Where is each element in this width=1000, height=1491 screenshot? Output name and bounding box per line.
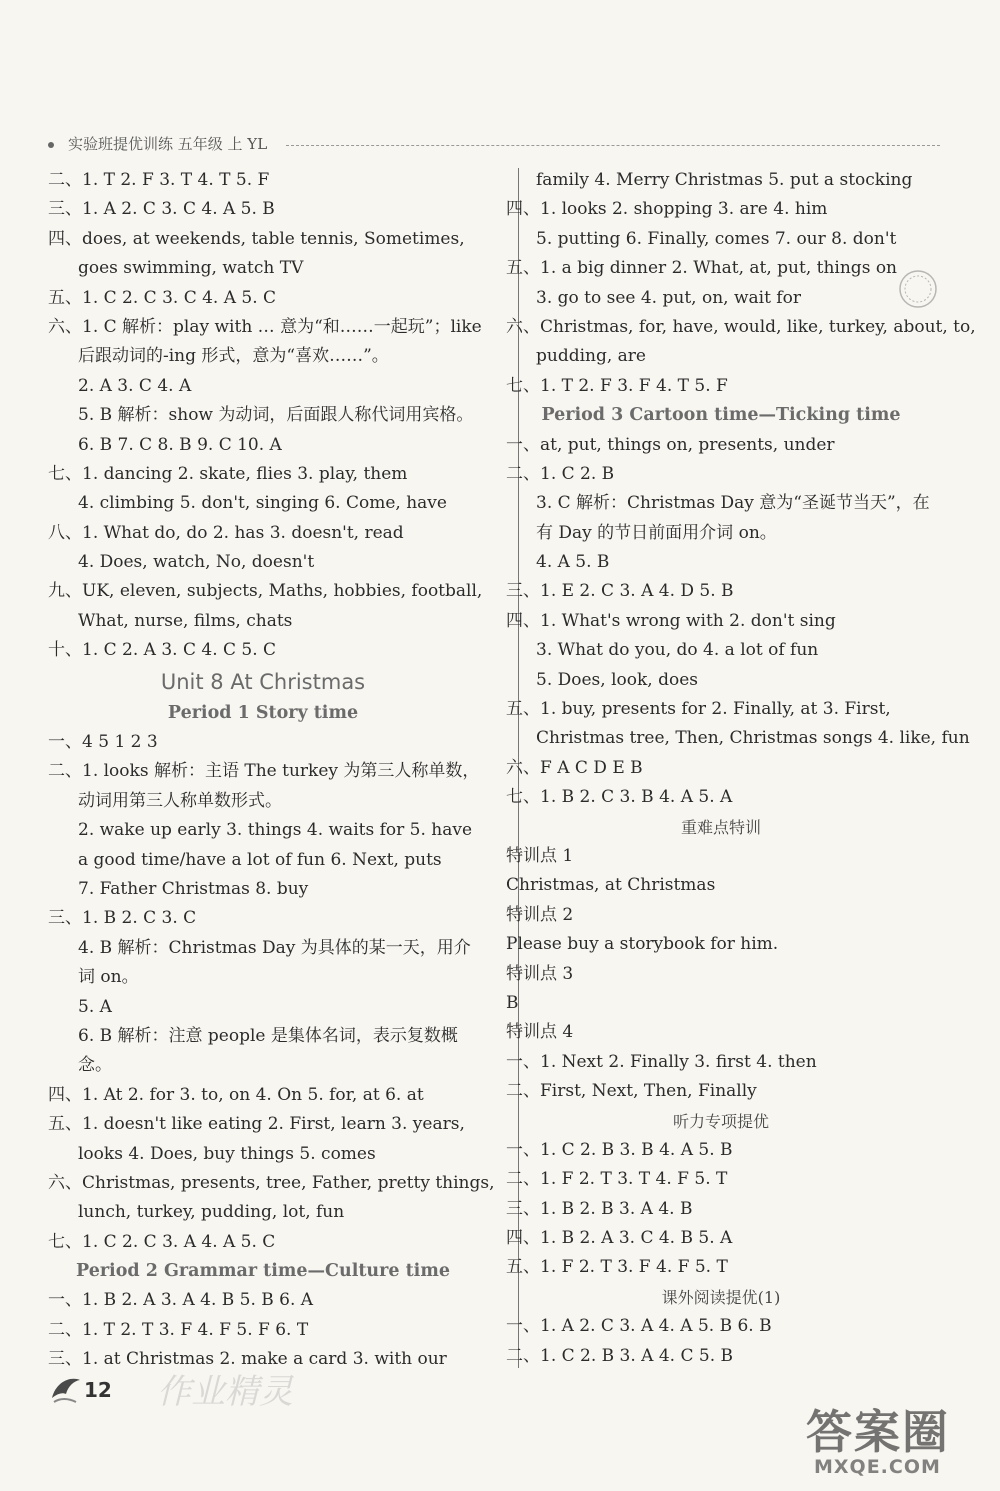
answer-line: 五、1. buy, presents for 2. Finally, at 3. First, — [506, 699, 891, 720]
topic-heading: 重难点特训 — [680, 817, 761, 837]
answer-line: looks 4. Does, buy things 5. comes — [78, 1143, 376, 1164]
answer-line: 6. B 7. C 8. B 9. C 10. A — [78, 434, 282, 455]
answer-line: 3. What do you, do 4. a lot of fun — [536, 640, 819, 661]
answer-line: 二、1. T 2. F 3. T 4. T 5. F — [48, 170, 270, 190]
answer-line: 十、1. C 2. A 3. C 4. C 5. C — [48, 640, 277, 661]
watermark-logo: 答案圈 — [806, 1405, 950, 1459]
answer-line: 七、1. T 2. F 3. F 4. T 5. F — [506, 375, 728, 396]
answer-line: 动词用第三人称单数形式。 — [78, 790, 282, 811]
answer-line: 一、at, put, things on, presents, under — [506, 434, 835, 455]
answer-line: 5. B 解析：show 为动词，后面跟人称代词用宾格。 — [78, 405, 474, 426]
header-rule — [286, 145, 940, 146]
answer-line: Please buy a storybook for him. — [506, 934, 779, 955]
answer-line: 3. C 解析：Christmas Day 意为“圣诞节当天”，在 — [536, 493, 930, 514]
answer-line: 二、1. F 2. T 3. T 4. F 5. T — [506, 1169, 728, 1190]
answer-line: 5. Does, look, does — [536, 669, 698, 690]
answer-line: 二、1. C 2. B — [506, 463, 615, 484]
answer-line: 特训点 2 — [506, 904, 574, 925]
answer-line: 一、4 5 1 2 3 — [48, 732, 158, 753]
answer-line: 六、Christmas, for, have, would, like, turkey, about, to, — [506, 316, 976, 337]
topic-heading: 课外阅读提优(1) — [661, 1287, 781, 1307]
answer-line: goes swimming, watch TV — [78, 258, 304, 279]
running-header — [48, 133, 940, 157]
answer-line: family 4. Merry Christmas 5. put a stocking — [536, 170, 913, 190]
answer-line: 3. go to see 4. put, on, wait for — [536, 287, 801, 308]
answer-line: 七、1. dancing 2. skate, flies 3. play, them — [48, 463, 408, 484]
topic-heading: 听力专项提优 — [672, 1111, 769, 1131]
answer-line: 五、1. C 2. C 3. C 4. A 5. C — [48, 287, 277, 308]
answer-line: 六、1. C 解析：play with … 意为“和……一起玩”；like — [48, 316, 482, 337]
answer-line: 2. A 3. C 4. A — [78, 375, 192, 396]
answer-line: 4. Does, watch, No, doesn't — [78, 552, 315, 573]
left-column — [48, 166, 495, 1375]
section-heading: Period 2 Grammar time—Culture time — [76, 1261, 450, 1282]
answer-line: 念。 — [78, 1055, 112, 1076]
answer-line: 一、1. C 2. B 3. B 4. A 5. B — [506, 1139, 733, 1160]
answer-line: 六、F A C D E B — [506, 757, 643, 778]
answer-line: Christmas, at Christmas — [506, 875, 716, 896]
answer-line: 有 Day 的节日前面用介词 on。 — [536, 522, 777, 543]
answer-line: 二、1. C 2. B 3. A 4. C 5. B — [506, 1345, 734, 1366]
answer-line: pudding, are — [536, 346, 646, 367]
answer-line: 四、1. At 2. for 3. to, on 4. On 5. for, at 6. at — [48, 1084, 424, 1105]
bullet-icon — [48, 142, 54, 148]
answer-line: 三、1. A 2. C 3. C 4. A 5. B — [48, 199, 275, 220]
answer-line: 后跟动词的-ing 形式，意为“喜欢……”。 — [78, 346, 389, 367]
answer-line: 四、1. looks 2. shopping 3. are 4. him — [506, 199, 828, 220]
answer-line: 5. putting 6. Finally, comes 7. our 8. don't — [536, 228, 897, 249]
answer-line: B — [506, 992, 519, 1013]
answer-line: 五、1. F 2. T 3. F 4. F 5. T — [506, 1257, 728, 1278]
section-heading: Period 3 Cartoon time—Ticking time — [541, 405, 901, 426]
answer-line: 六、Christmas, presents, tree, Father, pretty things, — [48, 1172, 495, 1193]
answer-line: 五、1. a big dinner 2. What, at, put, things on — [506, 258, 897, 279]
answer-line: 五、1. doesn't like eating 2. First, learn 3. years, — [48, 1114, 465, 1135]
unit-heading: Unit 8 At Christmas — [160, 669, 366, 694]
faint-watermark: 作业精灵 — [157, 1372, 293, 1412]
answer-line: 四、1. B 2. A 3. C 4. B 5. A — [506, 1228, 733, 1249]
answer-line: 2. wake up early 3. things 4. waits for 5. have — [78, 820, 473, 841]
answer-line: 特训点 4 — [506, 1022, 574, 1043]
answer-line: 九、UK, eleven, subjects, Maths, hobbies, football, — [48, 581, 483, 602]
answer-line: 7. Father Christmas 8. buy — [78, 878, 309, 899]
answer-line: What, nurse, films, chats — [78, 610, 293, 631]
right-column — [506, 166, 976, 1371]
answer-line: a good time/have a lot of fun 6. Next, puts — [78, 849, 442, 870]
answer-line: 词 on。 — [78, 967, 139, 988]
answer-line: 一、1. B 2. A 3. A 4. B 5. B 6. A — [48, 1290, 314, 1311]
answer-line: 4. B 解析：Christmas Day 为具体的某一天，用介 — [78, 937, 471, 958]
answer-line: 三、1. at Christmas 2. make a card 3. with our — [48, 1349, 447, 1370]
stamp-icon — [897, 268, 939, 310]
dolphin-icon — [48, 1372, 84, 1406]
answer-line: 三、1. B 2. C 3. C — [48, 908, 197, 929]
answer-line: lunch, turkey, pudding, lot, fun — [78, 1202, 345, 1223]
answer-line: 七、1. C 2. C 3. A 4. A 5. C — [48, 1231, 276, 1252]
answer-line: 4. climbing 5. don't, singing 6. Come, have — [78, 493, 447, 514]
answer-line: Christmas tree, Then, Christmas songs 4. like, fun — [536, 728, 970, 749]
answer-line: 二、First, Next, Then, Finally — [506, 1081, 757, 1102]
header-title: 实验班提优训练 五年级 上 YL — [68, 135, 268, 153]
watermark-url: MXQE.COM — [814, 1456, 941, 1478]
answer-line: 四、does, at weekends, table tennis, Sometimes, — [48, 228, 465, 249]
answer-line: 一、1. A 2. C 3. A 4. A 5. B 6. B — [506, 1316, 772, 1337]
answer-line: 四、1. What's wrong with 2. don't sing — [506, 610, 836, 631]
page-number — [48, 1370, 118, 1410]
answer-line: 特训点 3 — [506, 963, 574, 984]
answer-line: 6. B 解析：注意 people 是集体名词，表示复数概 — [78, 1025, 458, 1046]
answer-line: 三、1. E 2. C 3. A 4. D 5. B — [506, 581, 734, 602]
answer-line: 一、1. Next 2. Finally 3. first 4. then — [506, 1051, 817, 1072]
answer-line: 七、1. B 2. C 3. B 4. A 5. A — [506, 787, 733, 808]
answer-line: 三、1. B 2. B 3. A 4. B — [506, 1198, 693, 1219]
page-number-text: 12 — [84, 1378, 112, 1402]
answer-line: 5. A — [78, 996, 112, 1017]
answer-line: 特训点 1 — [506, 845, 574, 866]
section-heading: Period 1 Story time — [167, 702, 359, 723]
answer-line: 二、1. T 2. T 3. F 4. F 5. F 6. T — [48, 1319, 309, 1340]
answer-line: 4. A 5. B — [536, 552, 610, 573]
answer-line: 二、1. looks 解析：主语 The turkey 为第三人称单数， — [48, 761, 480, 782]
answer-line: 八、1. What do, do 2. has 3. doesn't, read — [48, 522, 404, 543]
